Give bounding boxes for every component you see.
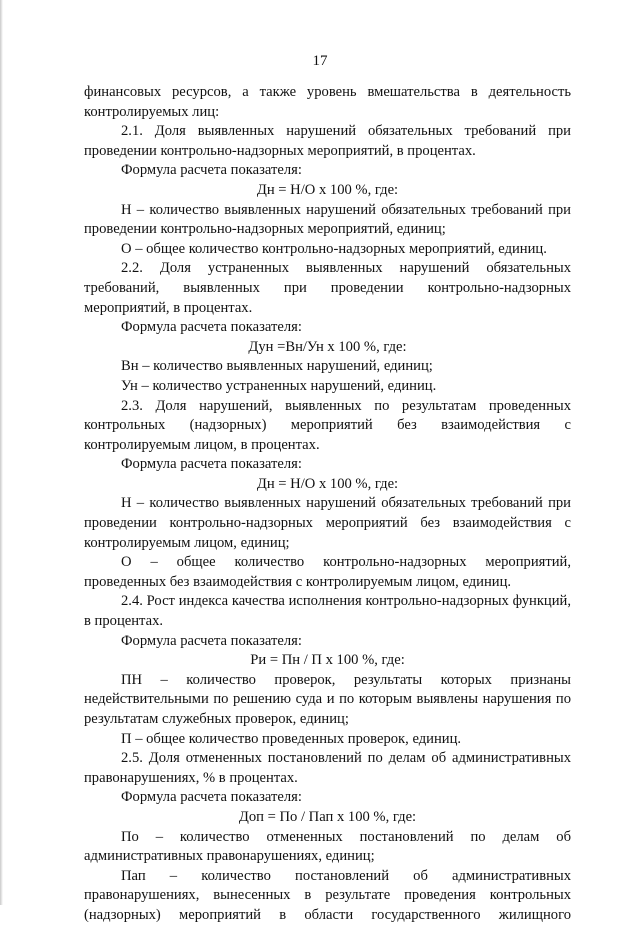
page-number: 17	[312, 53, 328, 69]
definition-n: Н – количество выявленных нарушений обязательных требований при проведении контрольно-надзорных мероприятий, единиц;	[84, 201, 571, 238]
formula-2-2: Дун =Вн/Ун х 100 %, где:	[248, 338, 407, 355]
formula-2-4: Ри = Пн / П х 100 %, где:	[250, 652, 405, 669]
document-body	[84, 83, 571, 926]
formula-intro: Формула расчета показателя:	[121, 319, 302, 336]
section-2-3-heading: 2.3. Доля нарушений, выявленных по результатам проведенных контрольных (надзорных) мероприятий без взаимодействия с контролируемым лицом, в процентах.	[84, 397, 571, 453]
section-2-4-heading: 2.4. Рост индекса качества исполнения контрольно-надзорных функций, в процентах.	[84, 593, 571, 630]
definition-vn: Вн – количество выявленных нарушений, единиц;	[121, 358, 433, 375]
definition-pn: ПН – количество проверок, результаты которых признаны недействительными по решению суда и по которым выявлены нарушения по результатам служебных проверок, единиц;	[84, 671, 571, 727]
definition-o: О – общее количество контрольно-надзорных мероприятий, проведенных без взаимодействия с контролируемым лицом, единиц.	[84, 554, 571, 590]
formula-intro: Формула расчета показателя:	[121, 789, 302, 806]
page-edge-shadow	[0, 0, 3, 905]
formula-intro: Формула расчета показателя:	[121, 632, 302, 649]
paragraph-continuation: финансовых ресурсов, а также уровень вмешательства в деятельность контролируемых лиц:	[84, 84, 571, 120]
formula-2-3: Дн = Н/О х 100 %, где:	[256, 475, 399, 492]
section-2-2-heading: 2.2. Доля устраненных выявленных нарушений обязательных требований, выявленных при проведении контрольно-надзорных мероприятий, в процентах.	[84, 260, 571, 316]
definition-o: О – общее количество контрольно-надзорных мероприятий, единиц.	[121, 240, 547, 257]
definition-p: П – общее количество проведенных проверок, единиц.	[121, 730, 462, 747]
definition-un: Ун – количество устраненных нарушений, единиц.	[121, 377, 437, 394]
definition-n: Н – количество выявленных нарушений обязательных требований при проведении контрольно-надзорных мероприятий без взаимодействия с контролируемым лицом, единиц;	[84, 495, 571, 551]
formula-intro: Формула расчета показателя:	[121, 456, 302, 473]
formula-2-1: Дн = Н/О х 100 %, где:	[256, 181, 399, 198]
formula-2-5: Доп = По / Пап х 100 %, где:	[238, 808, 417, 825]
definition-pap: Пап – количество постановлений об административных правонарушениях, вынесенных в результате проведения контрольных (надзорных) мероприятий в области государственного жилищного	[84, 867, 571, 923]
formula-intro: Формула расчета показателя:	[121, 162, 302, 179]
section-2-5-heading: 2.5. Доля отмененных постановлений по делам об административных правонарушениях, % в процентах.	[84, 750, 571, 786]
definition-po: По – количество отмененных постановлений по делам об административных правонарушениях, единиц;	[84, 828, 571, 865]
section-2-1-heading: 2.1. Доля выявленных нарушений обязательных требований при проведении контрольно-надзорных мероприятий, в процентах.	[84, 123, 571, 159]
